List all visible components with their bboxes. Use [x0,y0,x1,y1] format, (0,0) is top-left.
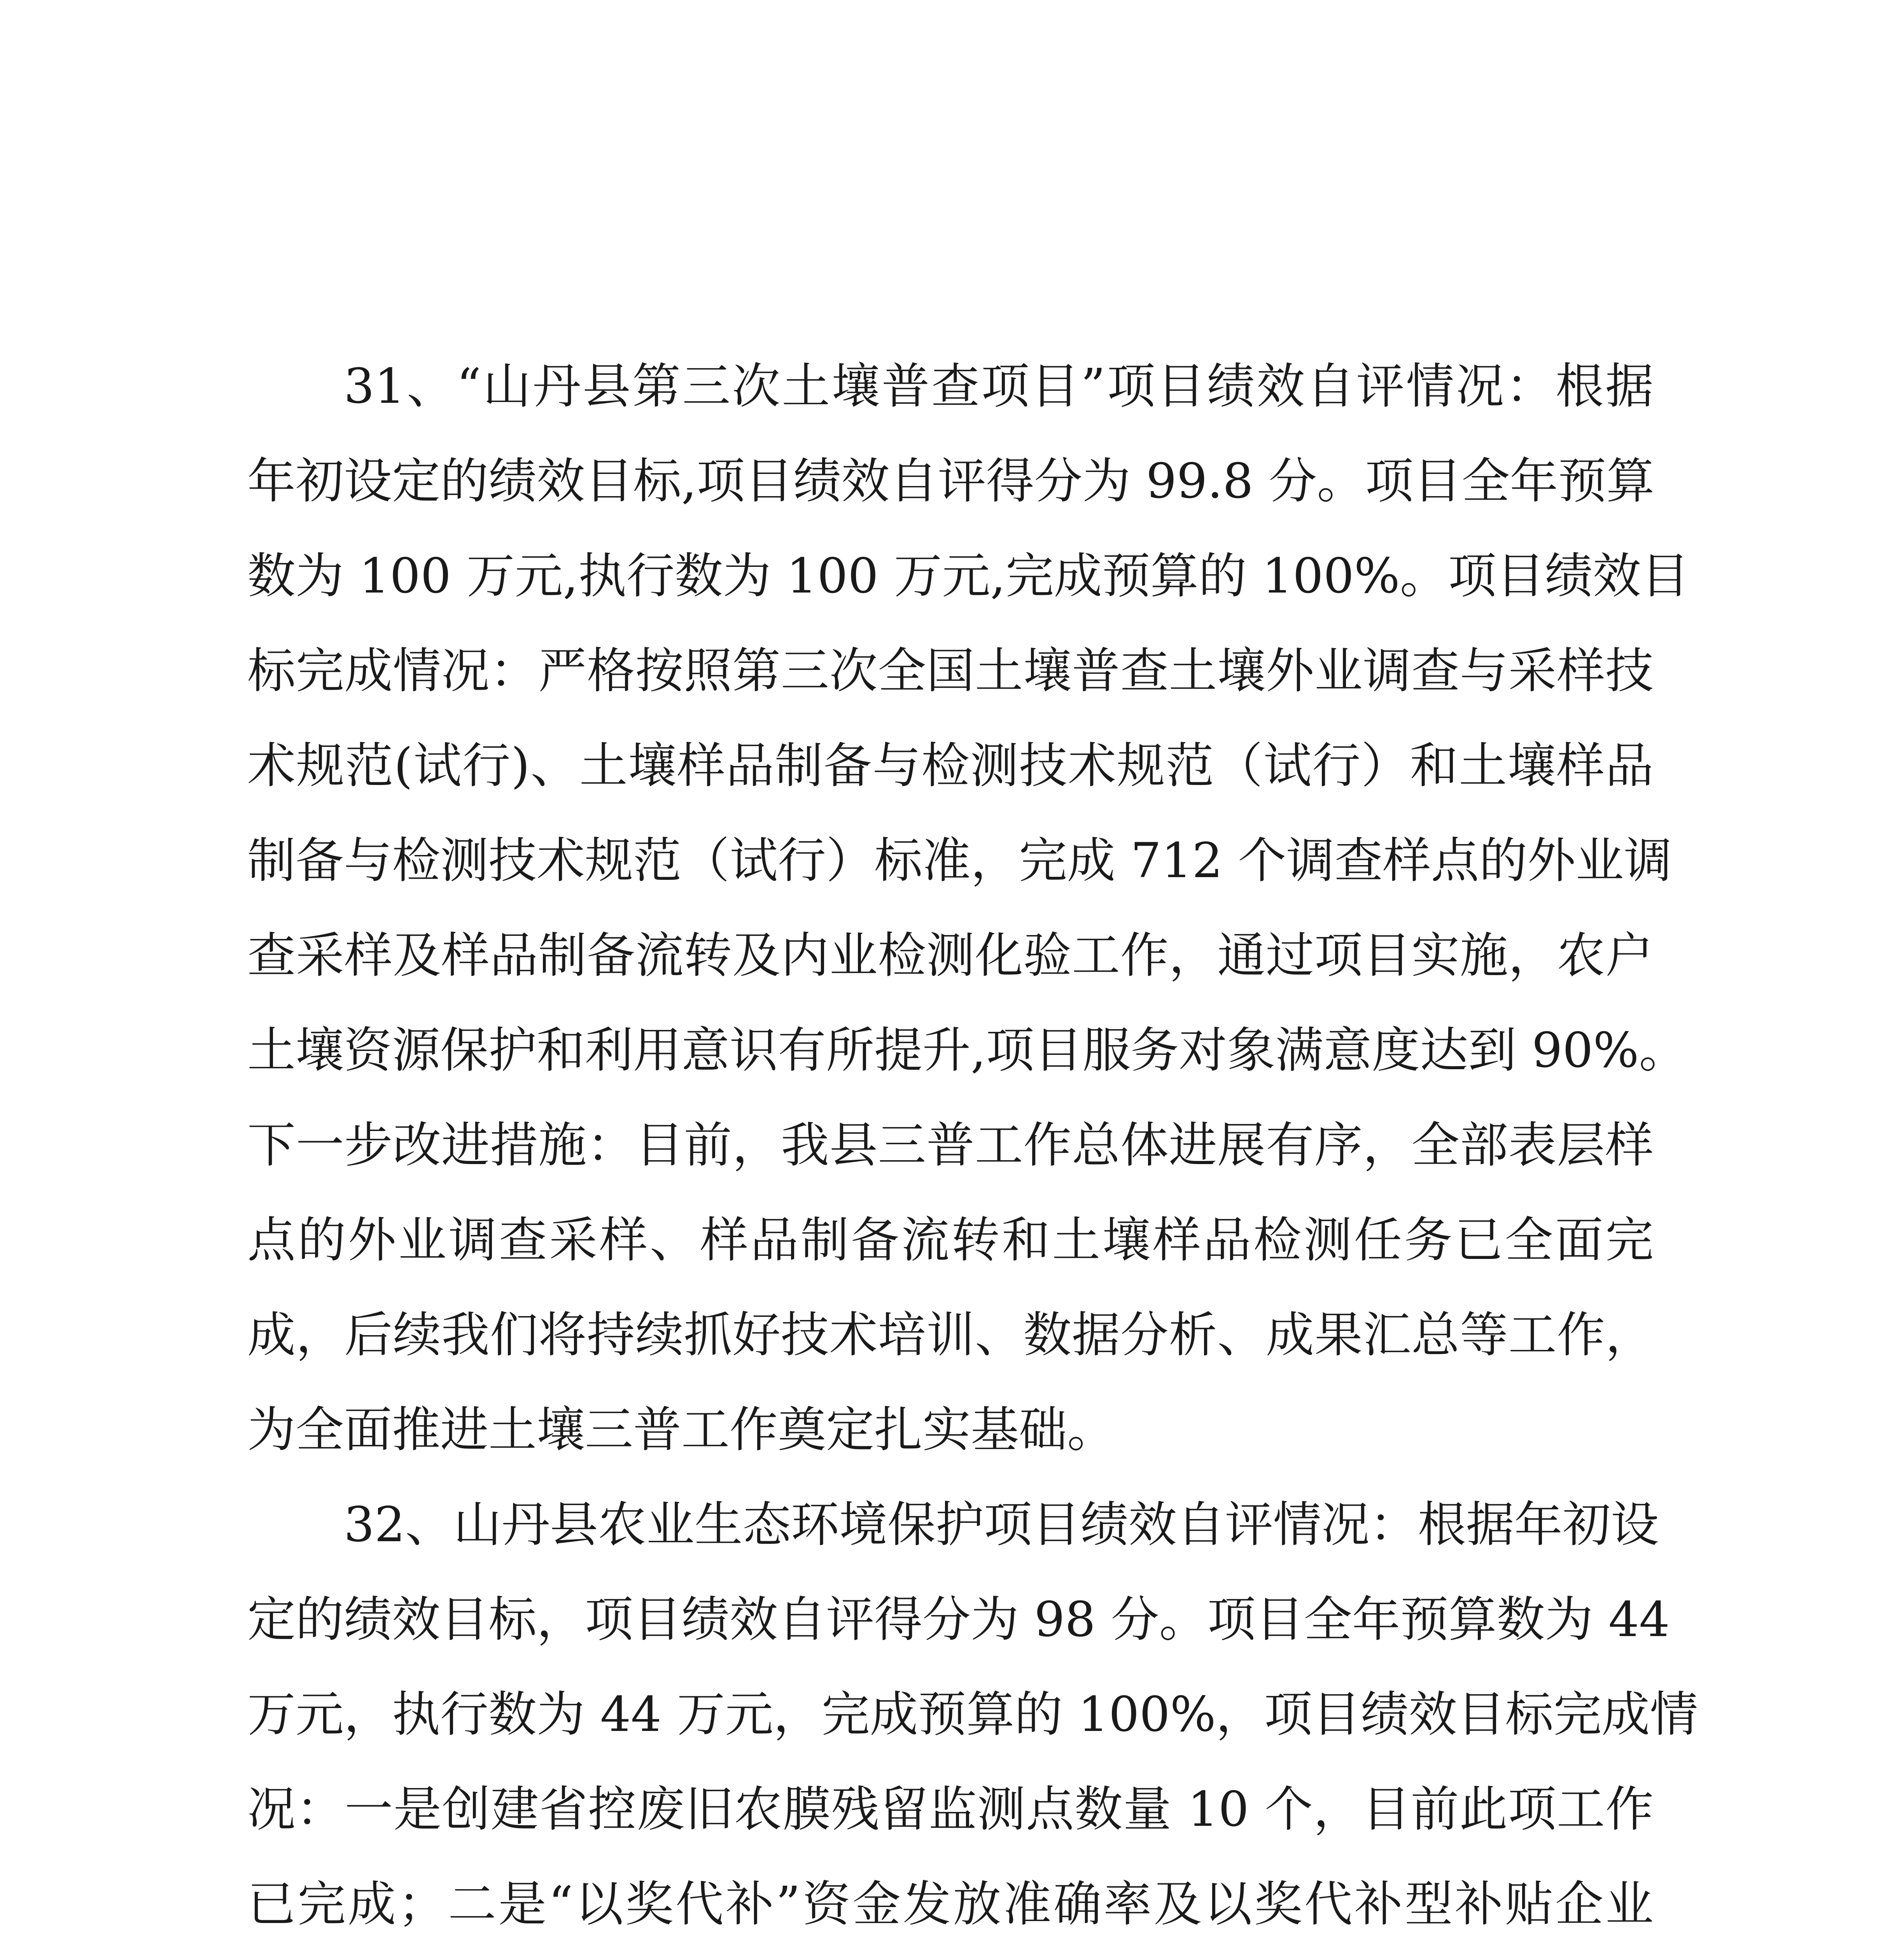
text-line: 31、“山丹县第三次土壤普查项目”项目绩效自评情况：根据 [344,358,1654,414]
text-line: 点的外业调查采样、样品制备流转和土壤样品检测任务已全面完 [247,1212,1654,1268]
text-line: 标完成情况：严格按照第三次全国土壤普查土壤外业调查与采样技 [247,643,1654,699]
body-text [247,339,1698,1944]
text-line: 土壤资源保护和利用意识有所提升,项目服务对象满意度达到 90%。 [247,1023,1687,1079]
text-line: 况：一是创建省控废旧农膜残留监测点数量 10 个，目前此项工作 [247,1781,1654,1837]
text-line: 定的绩效目标，项目绩效自评得分为 98 分。项目全年预算数为 44 [247,1592,1670,1648]
text-line: 查采样及样品制备流转及内业检测化验工作，通过项目实施，农户 [247,928,1654,984]
text-line: 成，后续我们将持续抓好技术培训、数据分析、成果汇总等工作， [247,1307,1654,1363]
paragraph-31 [247,339,1689,1477]
text-line: 制备与检测技术规范（试行）标准，完成 712 个调查样点的外业调 [247,833,1672,889]
text-line: 为全面推进土壤三普工作奠定扎实基础。 [247,1402,1116,1458]
text-line: 下一步改进措施：目前，我县三普工作总体进展有序，全部表层样 [247,1117,1654,1173]
text-line: 万元，执行数为 44 万元，完成预算的 100%，项目绩效目标完成情 [247,1687,1698,1743]
text-line: 数为 100 万元,执行数为 100 万元,完成预算的 100%。项目绩效目 [247,548,1689,604]
text-line: 术规范(试行)、土壤样品制备与检测技术规范（试行）和土壤样品 [247,738,1654,794]
text-line: 已完成；二是“以奖代补”资金发放准确率及以奖代补型补贴企业 [247,1876,1654,1932]
text-line: 年初设定的绩效目标,项目绩效自评得分为 99.8 分。项目全年预算 [247,453,1655,509]
paragraph-32 [247,1477,1698,1944]
text-line: 32、山丹县农业生态环境保护项目绩效自评情况：根据年初设 [344,1497,1659,1553]
